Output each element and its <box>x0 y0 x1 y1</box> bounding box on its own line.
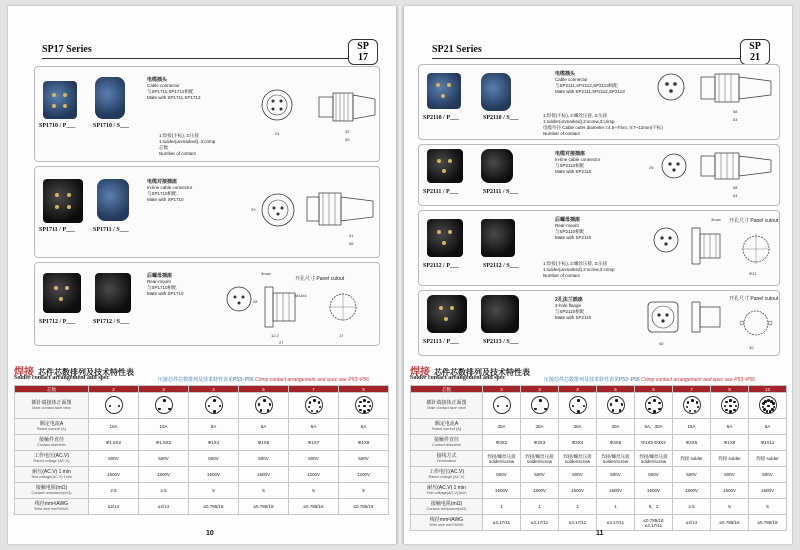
table-cell: Φ1.5X3 <box>139 435 189 451</box>
contact-face-diagram <box>493 396 511 414</box>
table-cell: ≤0.785/18 <box>289 499 339 515</box>
connector-photo <box>43 273 81 313</box>
dimension-label: 12.2 <box>271 333 279 338</box>
panel-cutout-label: 开孔尺寸 Panel cutout <box>295 276 345 282</box>
table-cell: 1500V <box>139 467 189 483</box>
table-cell: 30A <box>597 419 635 435</box>
spec-table <box>410 385 787 531</box>
front-view-drawing <box>651 225 681 255</box>
series-title: SP17 Series <box>42 44 92 55</box>
table-cell: ≤0.785/18 <box>239 499 289 515</box>
table-cell: 1500V <box>635 483 673 499</box>
table-cell: 焊接/螺丝压接 solder/screw <box>559 451 597 467</box>
side-view-drawing <box>689 225 725 269</box>
connector-photo <box>481 149 513 183</box>
row-label: 耐压(AC.V) 1 min Test voltage(AC.V) 1min <box>15 467 89 483</box>
dimension-label: 29 <box>251 207 256 212</box>
table-cell: 5 <box>189 483 239 499</box>
table-cell: 30A <box>483 419 521 435</box>
dimension-label: 56 <box>349 241 354 246</box>
table-cell: 5 <box>239 483 289 499</box>
table-cell: Φ2X5 <box>673 435 711 451</box>
series-badge <box>348 39 378 65</box>
table-cell: ≤0.785/18 <box>711 515 749 531</box>
part-label: SP2110 / S___ <box>483 115 519 121</box>
part-label: SP1710 / P___ <box>39 123 76 129</box>
pin-count-header: 6 <box>635 386 673 393</box>
table-cell: ≤2/14 <box>673 515 711 531</box>
table-cell: 500V <box>749 467 787 483</box>
spec-heading-en: Solder contact arrangement and spec <box>410 375 506 381</box>
table-cell: 1500V <box>597 483 635 499</box>
table-cell: 5 <box>749 499 787 515</box>
pin-count-header: 4 <box>189 386 239 393</box>
table-row <box>411 393 787 419</box>
table-cell: 2.5 <box>89 483 139 499</box>
badge-line1: SP <box>749 41 761 52</box>
product-row <box>418 64 780 140</box>
spec-heading-en: Solder contact arrangement and spec <box>14 375 110 381</box>
part-label: SP1711 / P___ <box>39 227 76 233</box>
connector-photo <box>427 219 463 257</box>
contact-face-diagram <box>255 396 273 414</box>
product-description: 电缆对接插座 In-line cable connector 与SP2110相配 Mate with SP2110 <box>555 151 601 174</box>
table-cell: 1 <box>483 499 521 515</box>
table-cell: Φ1X5 <box>239 435 289 451</box>
dimension-label: 58 <box>733 185 738 190</box>
dimension-label: 30 <box>749 345 754 350</box>
table-cell: 1500V <box>189 467 239 483</box>
table-row <box>411 419 787 435</box>
part-label: SP2112 / S___ <box>483 263 519 269</box>
front-view-drawing <box>259 87 295 127</box>
front-view-drawing <box>655 71 687 103</box>
contact-face-diagram <box>105 396 123 414</box>
table-cell: Φ1X9 <box>339 435 389 451</box>
part-label: SP2111 / S___ <box>483 189 519 195</box>
book-gutter <box>396 6 404 544</box>
contact-face-diagram <box>155 396 173 414</box>
table-row <box>411 515 787 531</box>
table-row <box>15 483 389 499</box>
product-row <box>34 262 380 346</box>
pin-count-header: 3 <box>139 386 189 393</box>
table-cell: Φ3X2 <box>483 435 521 451</box>
series-rule <box>432 58 744 59</box>
pin-count-header: 9 <box>339 386 389 393</box>
table-cell: 焊接/螺丝压接 solder/screw <box>597 451 635 467</box>
table-cell: ≤4.17/11 <box>597 515 635 531</box>
part-legend: 1:焊接(不标), 2:螺丝压接, 3:压接 1:solder(unmarked),2:screw,3:crimp Number of contact <box>543 261 615 278</box>
table-cell: 5A <box>189 419 239 435</box>
dimension-label: 40 <box>659 341 664 346</box>
table-row <box>411 499 787 515</box>
side-view-drawing <box>261 283 301 335</box>
spec-note: 压接芯件芯数排列及技术特性表见P53~P56 Crimp contact arrangement and spec see P53~P56 <box>544 377 755 383</box>
part-legend: 1:焊接(不标), 3:压接 1:solder(unmarked), 3:crimp 芯数 Number of contact <box>159 133 216 156</box>
table-cell: 焊接 solder <box>711 451 749 467</box>
table-cell: 5A <box>711 419 749 435</box>
table-cell: 500V <box>289 451 339 467</box>
table-cell: 焊接 solder <box>673 451 711 467</box>
table-cell: 1500V <box>749 483 787 499</box>
table-cell: 焊接/螺丝压接 solder/screw <box>635 451 673 467</box>
table-cell: ≤4.17/11 <box>559 515 597 531</box>
row-label: 接触件直径 Contact diameter <box>411 435 483 451</box>
table-cell: Φ1X4 <box>189 435 239 451</box>
dimension-label: 58 <box>733 109 738 114</box>
pin-count-header: 2 <box>483 386 521 393</box>
table-cell: 500V <box>597 467 635 483</box>
table-cell: 5A、30A <box>635 419 673 435</box>
row-label: 线径mm²/AWG Wire size mm²/AWG <box>411 515 483 531</box>
dimension-label: 3max <box>261 271 271 276</box>
product-row <box>418 290 780 356</box>
table-cell: 5 <box>289 483 339 499</box>
table-cell: 5、1 <box>635 499 673 515</box>
pin-count-header: 5 <box>597 386 635 393</box>
table-cell: Φ1X9 <box>711 435 749 451</box>
contact-face-diagram <box>683 396 701 414</box>
table-cell: 30A <box>521 419 559 435</box>
table-cell: ≤0.785/18 <box>189 499 239 515</box>
table-cell: 10A <box>89 419 139 435</box>
table-cell: 500V <box>239 451 289 467</box>
dimension-label: 64 <box>733 193 738 198</box>
page-right <box>404 6 792 544</box>
panel-cutout-drawing <box>737 305 775 341</box>
table-row <box>411 435 787 451</box>
panel-cutout-label: 开孔尺寸 Panel cutout <box>729 296 779 302</box>
front-view-drawing <box>659 151 689 181</box>
pin-count-header: 7 <box>673 386 711 393</box>
dimension-label: M18x1 <box>295 293 308 298</box>
part-label: SP2110 / P___ <box>423 115 460 121</box>
table-header-row <box>411 386 787 393</box>
connector-photo <box>427 73 461 109</box>
table-cell: 5A <box>239 419 289 435</box>
series-rule <box>42 58 354 59</box>
badge-line1: SP <box>357 41 369 52</box>
connector-photo <box>481 219 515 257</box>
page-number: 11 <box>596 530 604 537</box>
side-view-drawing <box>305 189 377 229</box>
connector-photo <box>43 179 83 223</box>
spec-heading: 焊接 芯件芯数排列及技术特性表 <box>410 367 530 378</box>
table-cell: 500V <box>711 467 749 483</box>
part-label: SP2111 / P___ <box>423 189 459 195</box>
table-cell: Φ3X5 <box>597 435 635 451</box>
table-cell: 10A <box>139 419 189 435</box>
row-label: 插针端接体正面图 Male contact face view <box>15 393 89 419</box>
table-cell: 1500V <box>483 483 521 499</box>
table-cell: 1500V <box>239 467 289 483</box>
table-cell: Φ1X7 <box>289 435 339 451</box>
table-cell: 5A <box>289 419 339 435</box>
row-label: 额定电流A Rated current (A) <box>15 419 89 435</box>
part-label: SP2113 / S___ <box>483 339 519 345</box>
connector-photo <box>481 73 511 111</box>
spec-heading: 焊接 芯件芯数排列及技术特性表 <box>14 367 134 378</box>
part-label: SP1712 / P___ <box>39 319 76 325</box>
row-label: 接触电阻(mΩ) Contact resistance(mΩ) <box>411 499 483 515</box>
pin-count-header: 2 <box>89 386 139 393</box>
table-header-row <box>15 386 389 393</box>
product-description: 电缆插头 Cable connector 与SP2111,SP2112,SP2113相配 Mate with SP2111,SP2112,SP2113 <box>555 71 625 94</box>
table-cell: Φ1X3 Φ3X2 <box>635 435 673 451</box>
table-row <box>15 435 389 451</box>
table-cell: 1200V <box>289 467 339 483</box>
side-view-drawing <box>699 151 775 181</box>
table-cell: Φ3X4 <box>559 435 597 451</box>
row-label: 插针端接体正面图 Male contact face view <box>411 393 483 419</box>
table-cell: 500V <box>483 467 521 483</box>
table-cell: 2.5 <box>673 499 711 515</box>
dimension-label: 32 <box>345 129 350 134</box>
pin-count-header: 5 <box>239 386 289 393</box>
connector-photo <box>427 149 463 183</box>
dimension-label: 28 <box>253 299 258 304</box>
dimension-label: Φ21 <box>749 271 757 276</box>
side-view-drawing <box>689 299 725 335</box>
product-description: 后螺母插座 Rear-mount 与SP2110相配 Mate with SP2110 <box>555 217 592 240</box>
pin-count-header: 7 <box>289 386 339 393</box>
badge-line2: 21 <box>750 52 760 63</box>
page-left <box>8 6 396 544</box>
side-view-drawing <box>317 87 379 127</box>
dimension-label: 64 <box>733 117 738 122</box>
table-cell: ≤0.785/18 <box>749 515 787 531</box>
series-title: SP21 Series <box>432 44 482 55</box>
product-row <box>418 210 780 286</box>
panel-cutout-label: 开孔尺寸 Panel cutout <box>729 218 779 224</box>
panel-cutout-drawing <box>323 289 363 325</box>
table-cell: 1500V <box>673 483 711 499</box>
header-label: 芯数 <box>411 386 483 393</box>
table-cell: 2.5 <box>139 483 189 499</box>
table-cell: 500V <box>189 451 239 467</box>
part-label: SP2113 / P___ <box>423 339 460 345</box>
table-cell: 30A <box>559 419 597 435</box>
dimension-label: 3max <box>711 217 721 222</box>
part-label: SP1711 / S___ <box>93 227 129 233</box>
table-cell: 15A <box>673 419 711 435</box>
product-description: 2孔法兰插座 2-hole flange 与SP2110相配 Mate with SP2110 <box>555 297 592 320</box>
table-row <box>15 467 389 483</box>
page-number: 10 <box>206 530 214 537</box>
contact-face-diagram <box>355 396 373 414</box>
table-cell: ≤0.785/18 <box>339 499 389 515</box>
table-cell: 焊接/螺丝压接 solder/screw <box>483 451 521 467</box>
row-label: 耐压(AC.V) 1 min Test voltage(AC.V)1min <box>411 483 483 499</box>
part-label: SP1710 / S___ <box>93 123 130 129</box>
pin-count-header: 12 <box>749 386 787 393</box>
table-cell: 5A <box>749 419 787 435</box>
table-cell: 5A <box>339 419 389 435</box>
table-cell: 焊接 solder <box>749 451 787 467</box>
dimension-label: 24 <box>275 131 280 136</box>
table-cell: 1500V <box>89 467 139 483</box>
table-cell: ≤4.17/11 <box>483 515 521 531</box>
table-cell: ≤2/14 <box>89 499 139 515</box>
table-cell: 5 <box>711 499 749 515</box>
contact-face-diagram <box>569 396 587 414</box>
table-cell: ≤2/14 <box>139 499 189 515</box>
contact-face-diagram <box>721 396 739 414</box>
table-cell: 500V <box>521 467 559 483</box>
table-cell: ≤0.785/18 ≤4.17/11 <box>635 515 673 531</box>
table-cell: ≤4.17/11 <box>521 515 559 531</box>
contact-face-diagram <box>759 396 777 414</box>
product-row <box>418 144 780 206</box>
table-cell: Φ3X3 <box>521 435 559 451</box>
front-view-drawing <box>225 285 253 315</box>
table-row <box>411 451 787 467</box>
table-cell: Φ1X12 <box>749 435 787 451</box>
table-row <box>411 483 787 499</box>
pin-count-header: 3 <box>521 386 559 393</box>
series-badge <box>740 39 770 65</box>
table-cell: 1 <box>521 499 559 515</box>
dimension-label: 50 <box>345 137 350 142</box>
product-description: 后螺母插座 Rear-mount 与SP1710相配 Mate with SP1710 <box>147 273 184 296</box>
contact-face-diagram <box>531 396 549 414</box>
product-row <box>34 66 380 162</box>
panel-cutout-drawing <box>737 231 775 267</box>
table-row <box>15 499 389 515</box>
table-row <box>15 451 389 467</box>
dimension-label: 29 <box>649 165 654 170</box>
row-label: 工作电压(AC.V) Rated voltage (AC.V) <box>15 451 89 467</box>
row-label: 接线方式 Termination <box>411 451 483 467</box>
table-row <box>15 393 389 419</box>
dimension-label: 51 <box>349 233 354 238</box>
row-label: 接触电阻(mΩ) Contact resistance(mΩ) <box>15 483 89 499</box>
part-legend: 1:焊接(不标), 2:螺丝压接, 3:压接 1:solder(unmarked),2:screw,3:crimp 电缆外径 Cable outer diameter I:4.5~7mm, II:7~12mm(不标) Number of contact <box>543 113 663 136</box>
table-row <box>15 419 389 435</box>
table-cell: 500V <box>339 451 389 467</box>
table-cell: 500V <box>139 451 189 467</box>
part-label: SP2112 / P___ <box>423 263 460 269</box>
pin-count-header: 9 <box>711 386 749 393</box>
front-view-drawing <box>645 299 681 335</box>
side-view-drawing <box>699 71 775 105</box>
contact-face-diagram <box>645 396 663 414</box>
connector-photo <box>95 77 125 119</box>
part-label: SP1712 / S___ <box>93 319 130 325</box>
table-cell: 1 <box>597 499 635 515</box>
table-cell: Φ1.5X2 <box>89 435 139 451</box>
product-description: 电缆插头 Cable connector 与SP1711,SP1712相配 Mate with SP1711,SP1712 <box>147 77 201 100</box>
row-label: 工作电压(AC.V) Rated voltage (AC.V) <box>411 467 483 483</box>
contact-face-diagram <box>205 396 223 414</box>
table-cell: 500V <box>635 467 673 483</box>
table-row <box>411 467 787 483</box>
row-label: 额定电流A Rated current (A) <box>411 419 483 435</box>
dimension-label: 27 <box>279 340 284 345</box>
pin-count-header: 4 <box>559 386 597 393</box>
table-cell: 1500V <box>711 483 749 499</box>
connector-photo <box>95 273 131 313</box>
badge-line2: 17 <box>358 52 368 63</box>
table-cell: 1500V <box>521 483 559 499</box>
product-row <box>34 166 380 258</box>
table-cell: 1200V <box>339 467 389 483</box>
table-cell: 焊接/螺丝压接 solder/screw <box>521 451 559 467</box>
connector-photo <box>481 295 519 333</box>
connector-photo <box>43 81 77 119</box>
table-cell: 500V <box>673 467 711 483</box>
connector-photo <box>97 179 129 221</box>
row-label: 线径mm²/AWG Wire size mm²/AWG <box>15 499 89 515</box>
table-cell: 1 <box>559 499 597 515</box>
table-cell: 1500V <box>559 483 597 499</box>
contact-face-diagram <box>607 396 625 414</box>
table-cell: 500V <box>89 451 139 467</box>
connector-photo <box>427 295 467 333</box>
contact-face-diagram <box>305 396 323 414</box>
product-description: 电缆对接插座 In-line cable connector 与SP1710相配 Mate with SP1710 <box>147 179 193 202</box>
spec-note: 压接芯件芯数排列及技术特性表见P53~P56 Crimp contact arrangement and spec see P53~P56 <box>158 377 369 383</box>
table-cell: 5 <box>339 483 389 499</box>
spec-table <box>14 385 389 515</box>
row-label: 接触件直径 Contact diameter <box>15 435 89 451</box>
dimension-label: 17 <box>339 333 344 338</box>
header-label: 芯数 <box>15 386 89 393</box>
table-cell: 500V <box>559 467 597 483</box>
front-view-drawing <box>259 191 297 229</box>
